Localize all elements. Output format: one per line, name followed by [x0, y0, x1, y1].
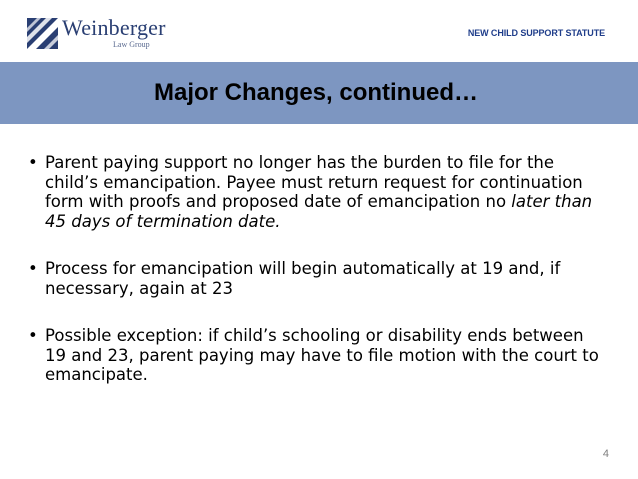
bullet-item	[28, 153, 608, 231]
bullet-list	[28, 153, 608, 385]
bullet-text-italic: later than 45 days of termination date.	[45, 192, 593, 231]
bullet-item	[28, 259, 608, 298]
bullet-marker: •	[28, 259, 38, 278]
bullet-marker: •	[28, 326, 38, 345]
page-number: 4	[602, 448, 609, 460]
bullet-item	[28, 326, 608, 385]
logo-subtitle: Law Group	[113, 40, 150, 49]
bullet-text: Possible exception: if child’s schooling or disability ends between 19 and 23, parent paying may have to file motion with the court to emancipate.	[45, 326, 599, 384]
logo-name: Weinberger	[62, 15, 166, 40]
weinberger-logo	[27, 16, 167, 50]
logo-mark-icon	[27, 18, 58, 49]
bullet-text: Process for emancipation will begin automatically at 19 and, if necessary, again at 23	[45, 259, 561, 298]
bullet-text: Parent paying support no longer has the burden to file for the child’s emancipation. Payee must return request for continuation form with proofs and proposed date of emancipation no	[45, 153, 583, 211]
slide-title-container	[0, 78, 638, 108]
statute-label: NEW CHILD SUPPORT STATUTE	[467, 28, 605, 38]
slide-title: Major Changes, continued…	[153, 79, 479, 106]
title-band	[0, 62, 638, 124]
bullet-marker: •	[28, 153, 38, 172]
